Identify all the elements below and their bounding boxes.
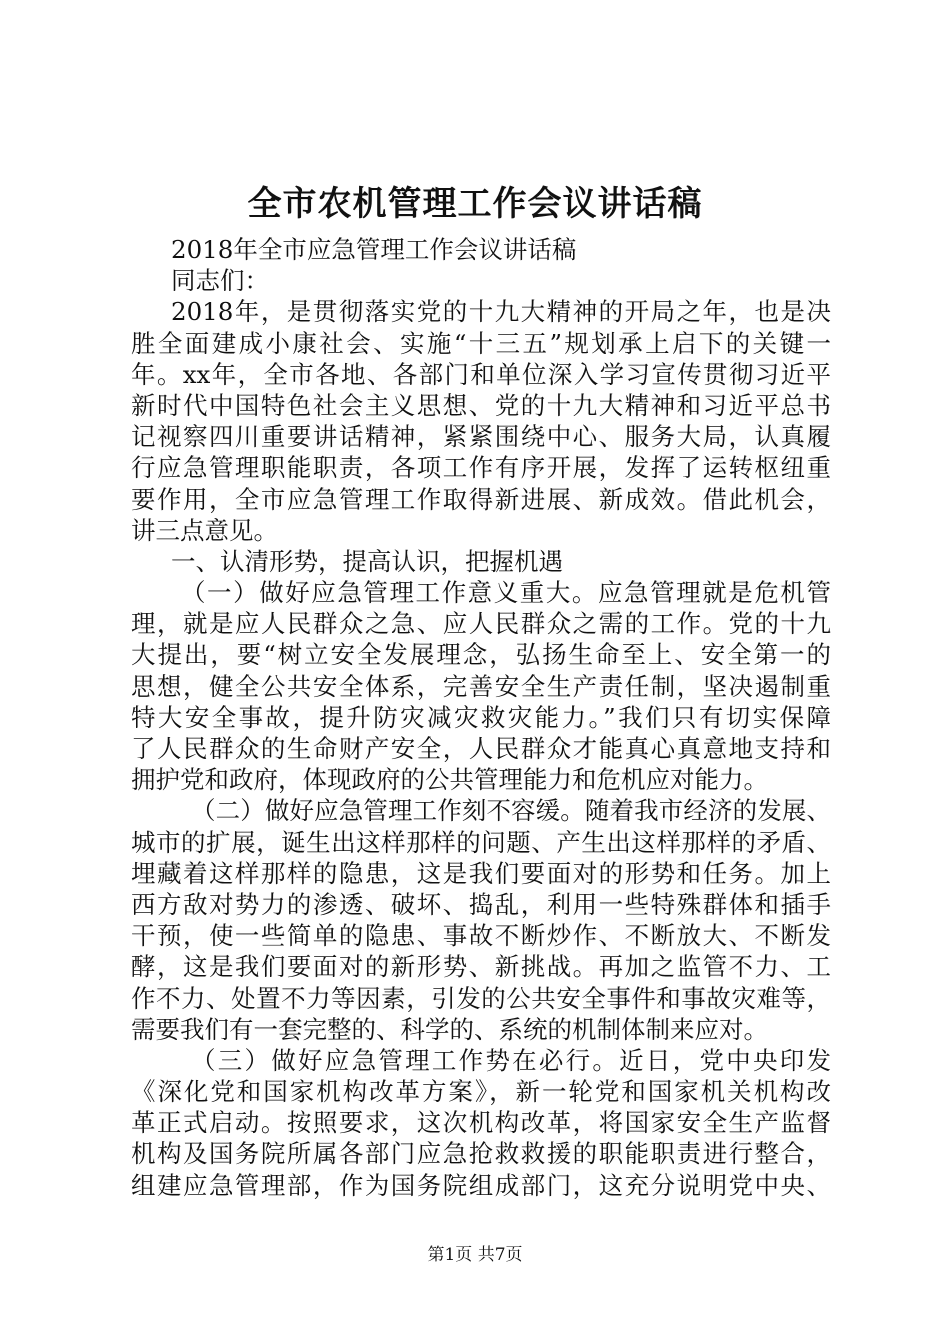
paragraph-line: 拥护党和政府，体现政府的公共管理能力和危机应对能力。 bbox=[131, 765, 768, 795]
paragraph-line: 思想，健全公共安全体系，完善安全生产责任制，坚决遏制重 bbox=[131, 671, 831, 701]
paragraph-line: 革正式启动。按照要求，这次机构改革，将国家安全生产监督 bbox=[131, 1108, 831, 1138]
paragraph-line: （三）做好应急管理工作势在必行。近日，党中央印发 bbox=[191, 1045, 831, 1075]
paragraph-line: 了人民群众的生命财产安全，人民群众才能真心真意地支持和 bbox=[131, 734, 831, 763]
salutation-line: 同志们： bbox=[171, 266, 269, 296]
paragraph-line: 记视察四川重要讲话精神，紧紧围绕中心、服务大局，认真履 bbox=[131, 422, 831, 452]
paragraph-line: 新时代中国特色社会主义思想、党的十九大精神和习近平总书 bbox=[131, 390, 831, 420]
paragraph-line: 行应急管理职能职责，各项工作有序开展，发挥了运转枢纽重 bbox=[131, 453, 831, 483]
paragraph-line: 特大安全事故，提升防灾减灾救灾能力。”我们只有切实保障 bbox=[131, 702, 831, 732]
paragraph-line: 干预，使一些简单的隐患、事故不断炒作、不断放大、不断发 bbox=[131, 921, 831, 951]
subtitle-line: 2018年全市应急管理工作会议讲话稿 bbox=[171, 235, 577, 264]
paragraph-line: 2018年，是贯彻落实党的十九大精神的开局之年，也是决 bbox=[171, 297, 831, 327]
paragraph-line: （二）做好应急管理工作刻不容缓。随着我市经济的发展、 bbox=[191, 796, 831, 826]
paragraph-line: 讲三点意见。 bbox=[131, 515, 278, 545]
section-heading: 一、认清形势，提高认识，把握机遇 bbox=[171, 546, 563, 576]
document-title: 全市农机管理工作会议讲话稿 bbox=[247, 184, 703, 224]
paragraph-line: 机构及国务院所属各部门应急抢救救援的职能职责进行整合， bbox=[131, 1139, 831, 1169]
paragraph-line: 需要我们有一套完整的、科学的、系统的机制体制来应对。 bbox=[131, 1014, 768, 1044]
paragraph-line: 城市的扩展，诞生出这样那样的问题、产生出这样那样的矛盾、 bbox=[131, 827, 831, 857]
paragraph-line: 作不力、处置不力等因素，引发的公共安全事件和事故灾难等， bbox=[131, 983, 831, 1013]
paragraph-line: 胜全面建成小康社会、实施“十三五”规划承上启下的关键一 bbox=[131, 328, 831, 358]
paragraph-line: 年。xx年，全市各地、各部门和单位深入学习宣传贯彻习近平 bbox=[131, 359, 831, 389]
paragraph-line: 要作用，全市应急管理工作取得新进展、新成效。借此机会， bbox=[131, 484, 831, 514]
paragraph-line: 西方敌对势力的渗透、破坏、捣乱，利用一些特殊群体和插手 bbox=[131, 889, 831, 919]
paragraph-line: 《深化党和国家机构改革方案》，新一轮党和国家机关机构改 bbox=[131, 1077, 831, 1107]
paragraph-line: 组建应急管理部，作为国务院组成部门，这充分说明党中央、 bbox=[131, 1170, 831, 1200]
paragraph-line: 埋藏着这样那样的隐患，这是我们要面对的形势和任务。加上 bbox=[131, 858, 831, 888]
paragraph-line: 酵，这是我们要面对的新形势、新挑战。再加之监管不力、工 bbox=[131, 952, 831, 982]
page-footer: 第1页 共7页 bbox=[427, 1245, 523, 1265]
paragraph-line: 理，就是应人民群众之急、应人民群众之需的工作。党的十九 bbox=[131, 609, 831, 639]
document-body bbox=[131, 234, 831, 1201]
paragraph-line: 大提出，要“树立安全发展理念，弘扬生命至上、安全第一的 bbox=[131, 640, 831, 670]
paragraph-line: （一）做好应急管理工作意义重大。应急管理就是危机管 bbox=[181, 578, 831, 608]
